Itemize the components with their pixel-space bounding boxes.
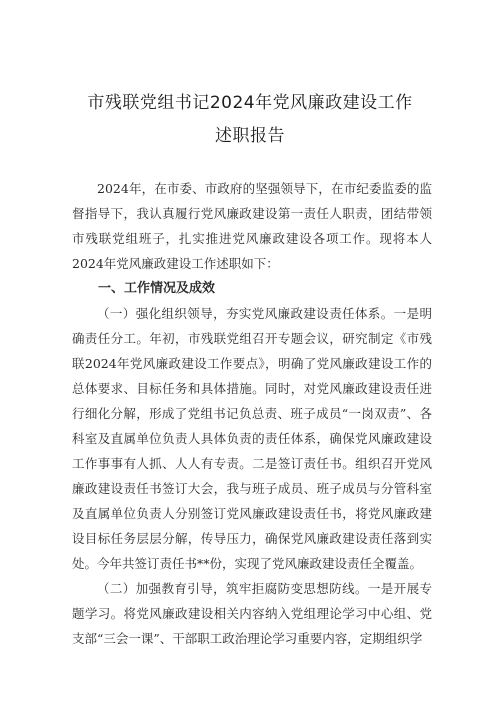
document-title-line2: 述职报告 (215, 126, 285, 146)
section-heading: 一、工作情况及成效 (98, 281, 216, 296)
body-paragraph-2: （二）加强教育引导，筑牢拒腐防变思想防线。一是开展专题学习。将党风廉政建设相关内容纳入党组理论学习中心组、党支部“三会一课”、干部职工政治理论学习重要内容，定期组织学 (72, 581, 432, 646)
document-body (72, 176, 432, 651)
intro-paragraph: 2024年，在市委、市政府的坚强领导下，在市纪委监委的监督指导下，我认真履行党风廉政建设第一责任人职责，团结带领市残联党组班子，扎实推进党风廉政建设各项工作。现将本人2024年党风廉政建设工作述职如下： (72, 181, 432, 271)
body-paragraph-1: （一）强化组织领导，夯实党风廉政建设责任体系。一是明确责任分工。年初，市残联党组召开专题会议，研究制定《市残联2024年党风廉政建设工作要点》，明确了党风廉政建设工作的总体要求、目标任务和具体措施。同时，对党风廉政建设责任进行细化分解，形成了党组书记负总责、班子成员“一岗双责”、各科室及直属单位负责人具体负责的责任体系，确保党风廉政建设工作事事有人抓、人人有专责。二是签订责任书。组织召开党风廉政建设责任书签订大会，我与班子成员、班子成员与分管科室及直属单位负责人分别签订党风廉政建设责任书，将党风廉政建设目标任务层层分解，传导压力，确保党风廉政建设责任落到实处。今年共签订责任书**份，实现了党风廉政建设责任全覆盖。 (72, 306, 432, 571)
document-title-line1: 市残联党组书记2024年党风廉政建设工作 (87, 93, 413, 113)
